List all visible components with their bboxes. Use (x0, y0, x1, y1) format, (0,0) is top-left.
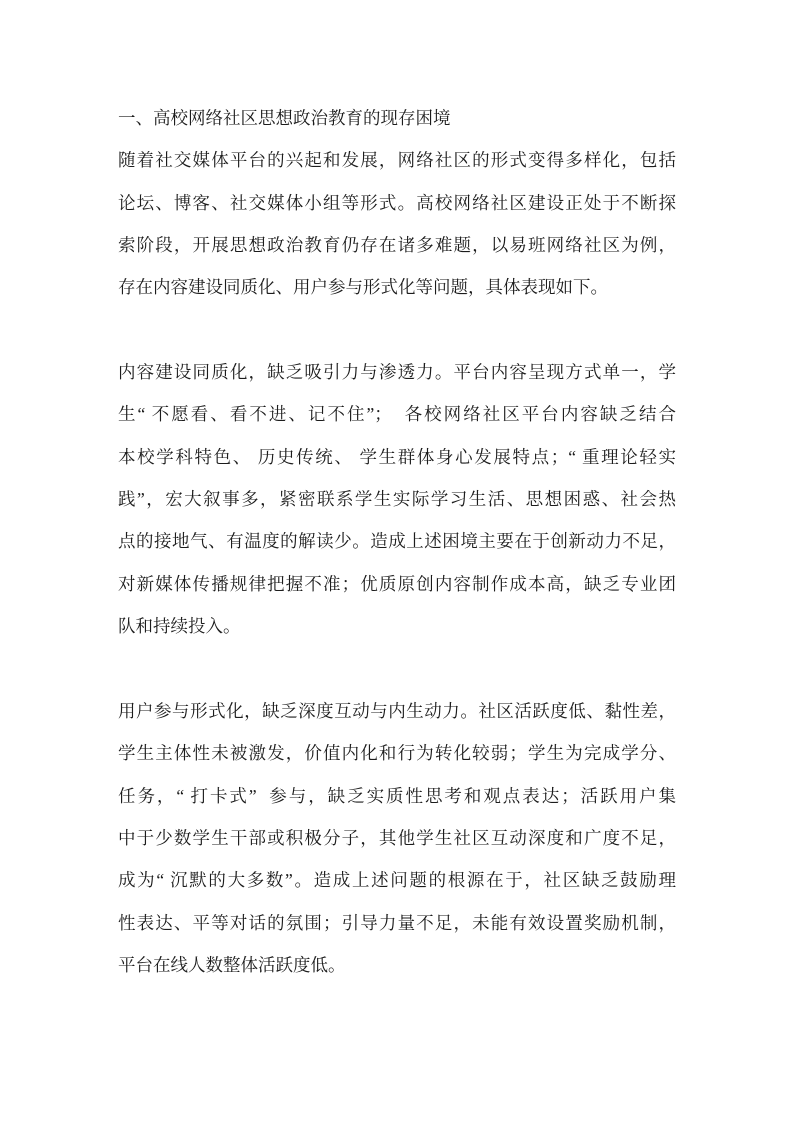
text-line: 生“ 不愿看、看不进、记不住”； 各校网络社区平台内容缺乏结合 (118, 404, 676, 425)
text-line: 点的接地气、有温度的解读少。造成上述困境主要在于创新动力不足， (118, 531, 676, 552)
document-body (118, 139, 676, 986)
text-line: 践”，宏大叙事多，紧密联系学生实际学习生活、思想困惑、社会热 (118, 489, 676, 510)
text-line: 学生主体性未被激发，价值内化和行为转化较弱；学生为完成学分、 (118, 743, 676, 764)
document-heading: 一、高校网络社区思想政治教育的现存困境 (118, 108, 451, 128)
text-line: 性表达、平等对话的氛围；引导力量不足，未能有效设置奖励机制， (118, 912, 676, 933)
paragraph (118, 351, 676, 647)
text-line: 用户参与形式化，缺乏深度互动与内生动力。社区活跃度低、黏性差， (118, 700, 676, 721)
text-line: 索阶段，开展思想政治教育仍存在诸多难题，以易班网络社区为例， (118, 235, 676, 256)
text-line: 队和持续投入。 (118, 616, 241, 637)
text-line: 中于少数学生干部或积极分子，其他学生社区互动深度和广度不足， (118, 827, 676, 848)
text-line: 随着社交媒体平台的兴起和发展，网络社区的形式变得多样化，包括 (118, 150, 676, 171)
text-line: 存在内容建设同质化、用户参与形式化等问题，具体表现如下。 (118, 277, 608, 298)
document-content (118, 97, 676, 986)
text-line: 论坛、博客、社交媒体小组等形式。高校网络社区建设正处于不断探 (118, 192, 676, 213)
text-line: 平台在线人数整体活跃度低。 (118, 954, 346, 975)
paragraph (118, 139, 676, 308)
paragraph (118, 690, 676, 986)
text-line: 对新媒体传播规律把握不准；优质原创内容制作成本高，缺乏专业团 (118, 573, 676, 594)
text-line: 成为“ 沉默的大多数”。造成上述问题的根源在于，社区缺乏鼓励理 (118, 870, 676, 891)
text-line: 本校学科特色、 历史传统、 学生群体身心发展特点；“ 重理论轻实 (118, 446, 676, 467)
text-line: 内容建设同质化，缺乏吸引力与渗透力。平台内容呈现方式单一，学 (118, 362, 676, 383)
text-line: 任务，“ 打卡式” 参与，缺乏实质性思考和观点表达；活跃用户集 (118, 785, 676, 806)
